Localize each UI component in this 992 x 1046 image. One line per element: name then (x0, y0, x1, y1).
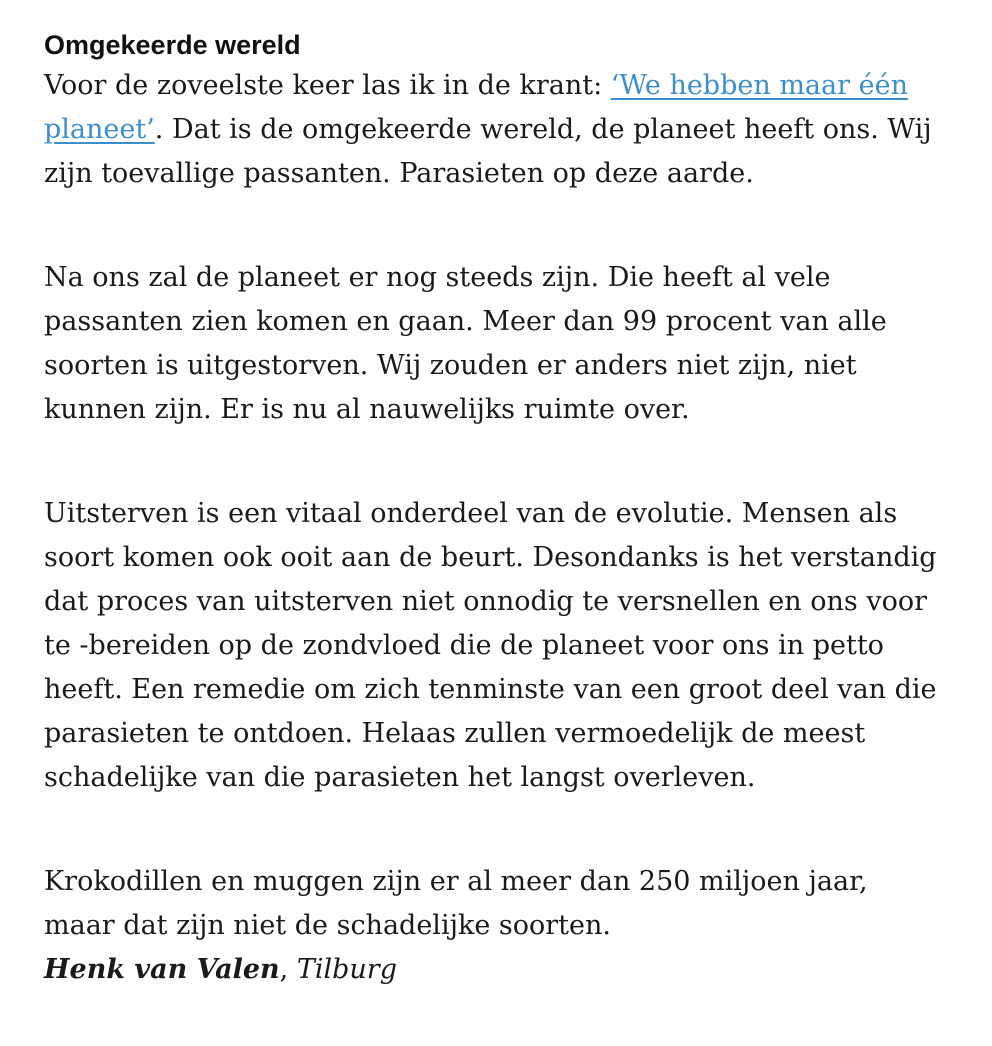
paragraph-3: Uitsterven is een vitaal onderdeel van de evolutie. Mensen als soort komen ook ooit aan de beurt. Desondanks is het verstandig dat proces van uitsterven niet onnodig te versnellen en ons voor te -bereiden op de zondvloed die de planeet voor ons in petto heeft. Een remedie om zich tenminste van een groot deel van die parasieten te ontdoen. Helaas zullen vermoedelijk de meest schadelijke van die parasieten het langst overleven. (44, 498, 937, 793)
author-signature (44, 948, 944, 992)
paragraph-1 (44, 64, 944, 196)
signature-separator: , (279, 954, 297, 985)
paragraph-spacer (44, 800, 944, 860)
paragraph-1-intro: Voor de zoveelste keer las ik in de krant: (44, 70, 611, 101)
letter-to-editor (44, 26, 944, 992)
quote-link[interactable]: ‘We hebben maar één planeet’ (44, 70, 908, 145)
letter-heading: Omgekeerde wereld (44, 30, 301, 60)
paragraph-spacer (44, 196, 944, 256)
paragraph-spacer (44, 432, 944, 492)
paragraph-4: Krokodillen en muggen zijn er al meer dan 250 miljoen jaar, maar dat zijn niet de schadelijke soorten. (44, 866, 868, 941)
paragraph-1-rest: . Dat is de omgekeerde wereld, de planeet heeft ons. Wij zijn toevallige passanten. Parasieten op deze aarde. (44, 114, 932, 189)
author-place: Tilburg (296, 954, 397, 985)
paragraph-2: Na ons zal de planeet er nog steeds zijn. Die heeft al vele passanten zien komen en gaan. Meer dan 99 procent van alle soorten is uitgestorven. Wij zouden er anders niet zijn, niet kunnen zijn. Er is nu al nauwelijks ruimte over. (44, 262, 887, 425)
author-name: Henk van Valen (44, 954, 280, 985)
